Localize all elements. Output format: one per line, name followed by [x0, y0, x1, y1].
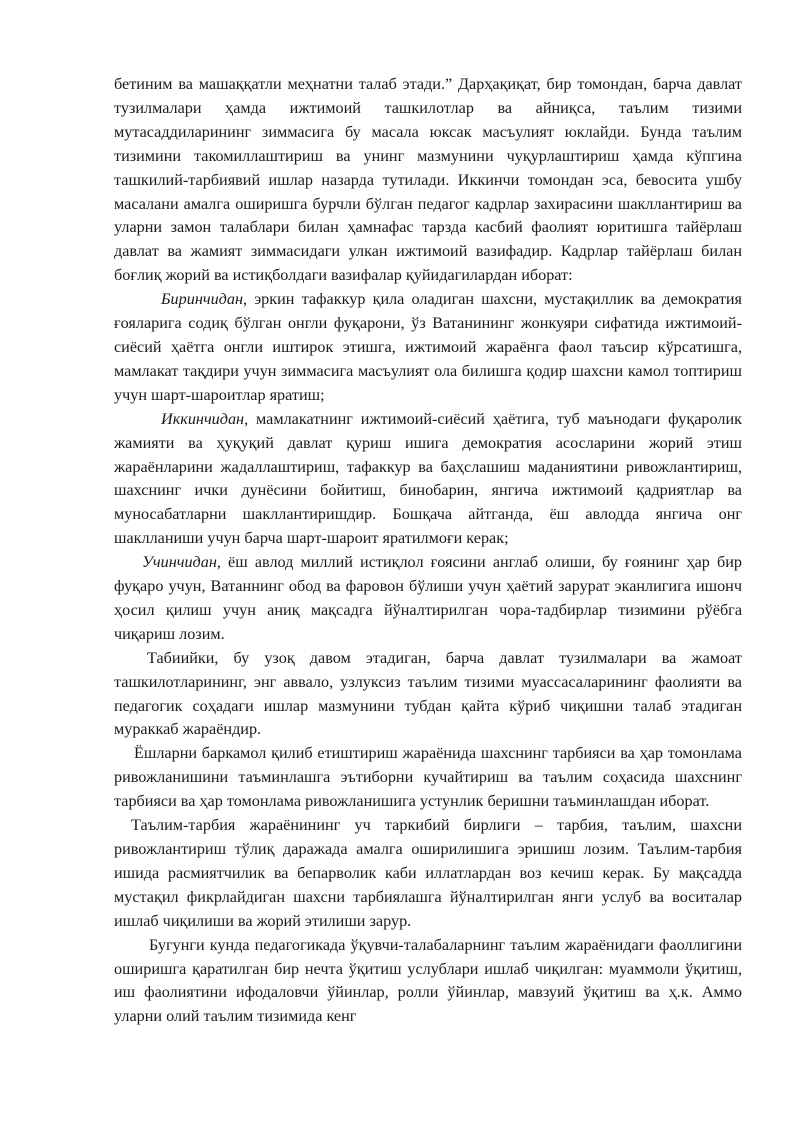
paragraph-intro: бетиним ва машаққатли меҳнатни талаб этади.” Дарҳақиқат, бир томондан, барча давлат тузилмалари ҳамда ижтимоий ташкилотлар ва айниқса, таълим тизими мутасаддиларининг зиммасига бу масала юксак масъулият юклайди. Бунда таълим тизимини такомиллаштириш ва унинг мазмунини чуқурлаштириш ҳамда кўпгина ташкилий-тарбиявий ишлар назарда тутилади. Иккинчи томондан эса, бевосита ушбу масалани амалга оширишга бурчли бўлган педагог кадрлар захирасини шакллантириш ва уларни замон талаблари билан ҳамнафас тарзда касбий фаолият юритишга тайёрлаш давлат ва жамият зиммасидаги улкан ижтимоий вазифадир. Кадрлар тайёрлаш билан боғлиқ жорий ва истиқболдаги вазифалар қуйидагилардан иборат:: [114, 75, 742, 285]
paragraph-youth: Ёшларни баркамол қилиб етиштириш жараёнида шахснинг тарбияси ва ҳар томонлама ривожланишини таъминлашга эътиборни кучайтириш ва таълим соҳасида шахснинг тарбияси ва ҳар томонлама ривожланишига устунлик беришни таъминлашдан иборат.: [114, 744, 742, 811]
paragraph-first-text: эркин тафаккур қила оладиган шахсни, мустақиллик ва демократия ғояларига содиқ бўлган онгли фуқарони, ўз Ватанининг жонкуяри сифатида ижтимоий-сиёсий ҳаётга онгли иштирок этишга, ижтимоий жараёнга фаол таъсир кўрсатишга, мамлакат тақдири учун зиммасига масъулият ола билишга қодир шахсни камол топтириш учун шарт-шароитлар яратиш;: [114, 290, 742, 404]
paragraph-third-text: ёш авлод миллий истиқлол ғоясини англаб олиши, бу ғоянинг ҳар бир фуқаро учун, Ватаннинг обод ва фаровон бўлиши учун ҳаётий зарурат эканлигига ишонч ҳосил қилиш учун аниқ мақсадга йўналтирилган чора-тадбирлар тизимини рўёбга чиқариш лозим.: [114, 553, 742, 643]
paragraph-first-lead: Биринчидан,: [161, 290, 248, 309]
paragraph-naturally: Табиийки, бу узоқ давом этадиган, барча давлат тузилмалари ва жамоат ташкилотларининг, энг аввало, узлуксиз таълим тизими муассасаларининг фаолияти ва педагогик соҳадаги ишлар мазмунини тубдан қайта кўриб чиқишни талаб этадиган мураккаб жараёндир.: [114, 648, 742, 739]
paragraph-third-lead: Учинчидан,: [142, 553, 221, 572]
paragraph-second-text: мамлакатнинг ижтимоий-сиёсий ҳаётига, туб маънодаги фуқаролик жамияти ва ҳуқуқий давлат қуриш ишига демократия асосларини жорий этиш жараёнларини жадаллаштириш, тафаккур ва баҳслашиш маданиятини ривожлантириш, шахснинг ички дунёсини бойитиш, бинобарин, янгича ижтимоий қадриятлар ва муносабатларни шакллантиришдир. Бошқача айтганда, ёш авлодда янгича онг шаклланиши учун барча шарт-шароит яратилмоғи керак;: [114, 409, 742, 548]
paragraph-first: [114, 288, 742, 408]
paragraph-second: [114, 408, 742, 551]
paragraph-education-upbringing: Таълим-тарбия жараёнининг уч таркибий бирлиги – тарбия, таълим, шахсни ривожлантириш тўлиқ даражада амалга оширилишига эришиш лозим. Таълим-тарбия ишида расмиятчилик ва бепарволик каби иллатлардан воз кечиш керак. Бу мақсадда мустақил фикрлайдиган шахсни тарбиялашга йўналтирилган янги услуб ва воситалар ишлаб чиқилиши ва жорий этилиши зарур.: [114, 816, 742, 930]
paragraph-third: [114, 551, 742, 647]
paragraph-today: Бугунги кунда педагогикада ўқувчи-талабаларнинг таълим жараёнидаги фаоллигини оширишга қаратилган бир нечта ўқитиш услублари ишлаб чиқилган: муаммоли ўқитиш, иш фаолиятини ифодаловчи ўйинлар, ролли ўйинлар, мавзуий ўқитиш ва ҳ.к. Аммо уларни олий таълим тизимида кенг: [114, 935, 742, 1026]
paragraph-second-lead: Иккинчидан,: [161, 409, 249, 428]
